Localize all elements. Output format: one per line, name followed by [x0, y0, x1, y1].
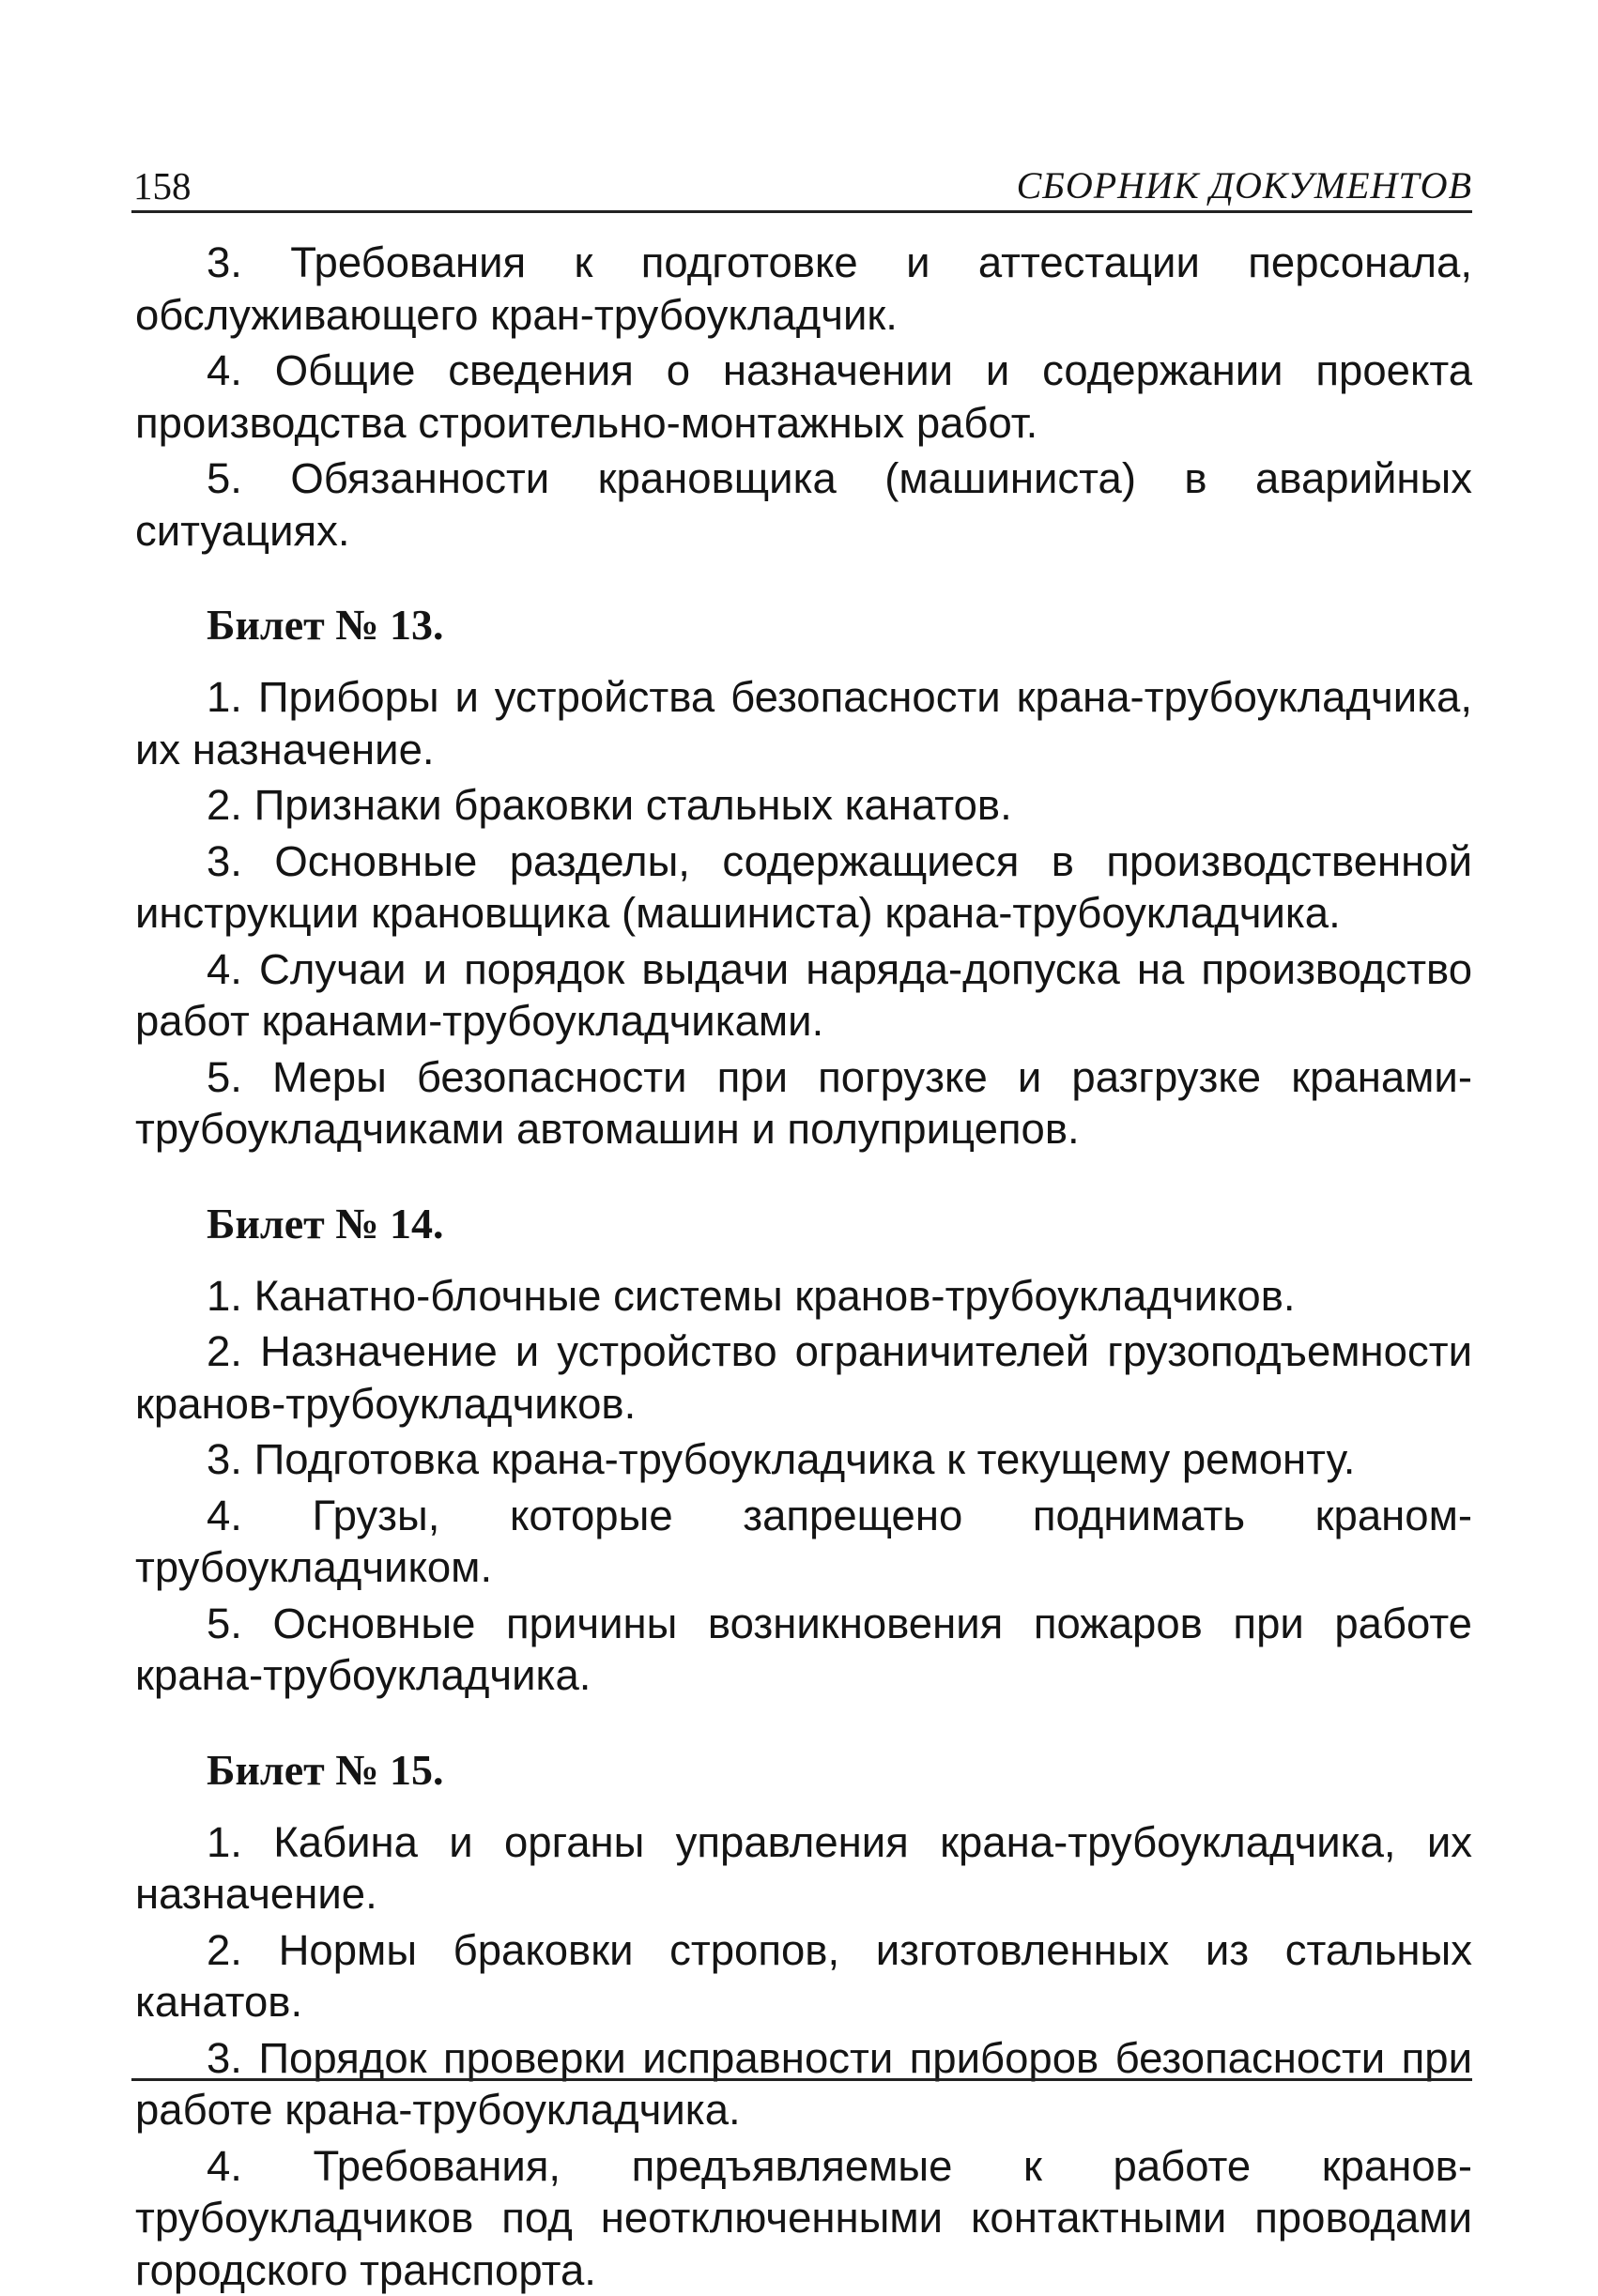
list-item: 2. Признаки браковки стальных канатов.: [135, 779, 1472, 832]
running-header: [131, 158, 1472, 213]
list-item: 5. Обязанности крановщика (машиниста) в аварийных ситуациях.: [135, 452, 1472, 557]
list-item: 2. Назначение и устройство ограничителей грузоподъемности кранов-трубоукладчиков.: [135, 1325, 1472, 1430]
list-item: 4. Требования, предъявляемые к работе кранов-трубоукладчиков под неотключенными контактными проводами городского транспорта.: [135, 2140, 1472, 2296]
list-item: 3. Подготовка крана-трубоукладчика к текущему ремонту.: [135, 1433, 1472, 1486]
list-item: 3. Основные разделы, содержащиеся в производственной инструкции крановщика (машиниста) крана-трубоукладчика.: [135, 835, 1472, 940]
list-item: 1. Кабина и органы управления крана-трубоукладчика, их назначение.: [135, 1816, 1472, 1921]
ticket-14: [135, 1197, 1472, 1702]
list-item: 4. Случаи и порядок выдачи наряда-допуска на производство работ кранами-трубоукладчиками.: [135, 943, 1472, 1048]
ticket-heading: Билет № 14.: [135, 1197, 1472, 1251]
ticket-15: [135, 1743, 1472, 2296]
list-item: 5. Основные причины возникновения пожаров при работе крана-трубоукладчика.: [135, 1598, 1472, 1702]
ticket-heading: Билет № 15.: [135, 1743, 1472, 1798]
list-item: 1. Приборы и устройства безопасности крана-трубоукладчика, их назначение.: [135, 671, 1472, 775]
list-item: 3. Требования к подготовке и аттестации персонала, обслуживающего кран-трубоукладчик.: [135, 237, 1472, 341]
ticket-13: [135, 598, 1472, 1156]
list-item: 5. Меры безопасности при погрузке и разгрузке кранами-трубоукладчиками автомашин и полуприцепов.: [135, 1051, 1472, 1156]
footer-rule: [131, 2078, 1472, 2081]
page-number: 158: [133, 163, 192, 208]
page-body: [135, 237, 1472, 2296]
list-item: 3. Порядок проверки исправности приборов безопасности при работе крана-трубоукладчика.: [135, 2032, 1472, 2136]
intro-items: [135, 237, 1472, 557]
ticket-heading: Билет № 13.: [135, 598, 1472, 652]
list-item: 4. Общие сведения о назначении и содержании проекта производства строительно-монтажных работ.: [135, 344, 1472, 449]
book-title: СБОРНИК ДОКУМЕНТОВ: [1017, 163, 1472, 208]
list-item: 1. Канатно-блочные системы кранов-трубоукладчиков.: [135, 1270, 1472, 1323]
list-item: 2. Нормы браковки стропов, изготовленных из стальных канатов.: [135, 1924, 1472, 2028]
list-item: 4. Грузы, которые запрещено поднимать краном-трубоукладчиком.: [135, 1490, 1472, 1594]
